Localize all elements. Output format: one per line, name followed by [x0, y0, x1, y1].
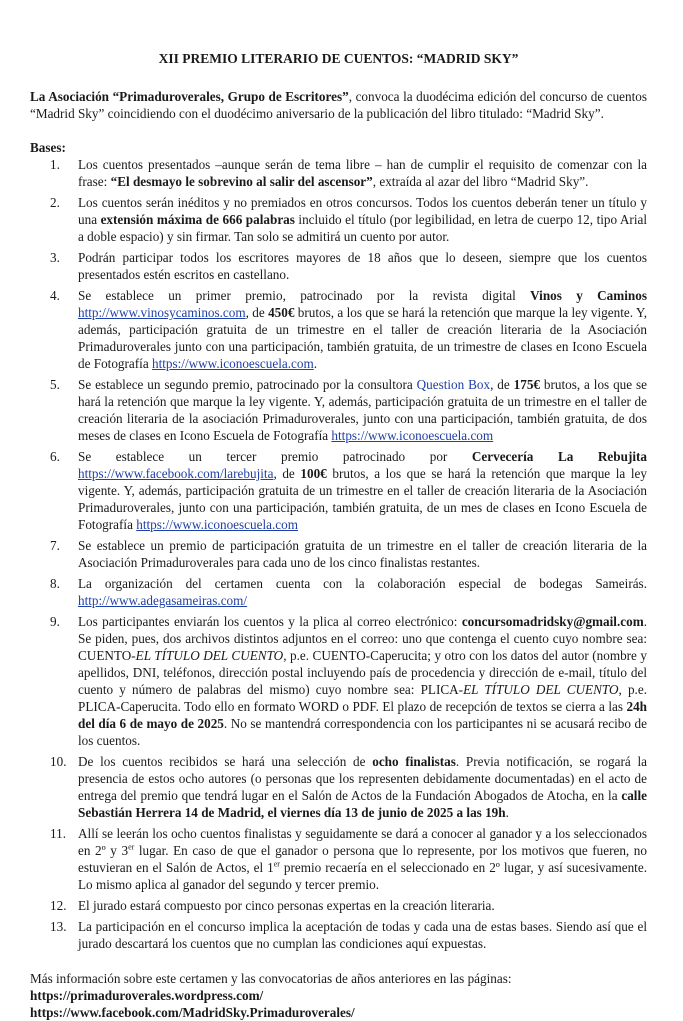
rule-text: . Se piden, pues, dos archivos distintos adjuntos en el correo: uno que contenga el cuento cuyo nombre sea: CUENTO-	[78, 614, 647, 663]
rule-text: , de	[490, 377, 514, 392]
rule-number: 9.	[50, 614, 60, 629]
organization-name: La Asociación “Primaduroverales, Grupo de Escritores”	[30, 89, 349, 104]
rule-item	[30, 448, 647, 533]
rule-item	[30, 194, 647, 245]
finalists-count: ocho finalistas	[372, 754, 456, 769]
contest-email[interactable]: concursomadridsky@gmail.com	[461, 614, 644, 629]
rule-text: Se establece un premio de participación gratuita de un trimestre en el taller de creación literaria de la Asociación Primaduroverales para cada uno de los cinco finalistas restantes.	[78, 538, 647, 570]
rule-text: Los participantes enviarán los cuentos y la plica al correo electrónico:	[78, 614, 462, 629]
rule-text: El jurado estará compuesto por cinco personas expertas en la creación literaria.	[78, 898, 495, 913]
sponsor-link[interactable]: https://www.facebook.com/larebujita	[78, 466, 274, 481]
rule-number: 5.	[50, 377, 60, 392]
rule-number: 13.	[50, 919, 67, 934]
rule-text: , de	[273, 466, 301, 481]
rule-text: , p.e. CUENTO-Caperucita; y otro con los datos del autor (nombre y apellidos, DNI, teléfonos, dirección postal incluyendo país de procedencia y dirección de e-mail, título del cuento y número de palabras del mismo) cuyo nombre sea: PLICA-	[78, 648, 648, 697]
rule-text: , de	[245, 305, 269, 320]
rule-number: 11.	[50, 826, 66, 841]
intro-text: , convoca la duodécima edición del concurso de cuentos “Madrid Sky” coincidiendo con el duodécimo aniversario de la publicación del libro titulado: “Madrid Sky”.	[30, 89, 648, 121]
sponsor-link[interactable]: http://www.vinosycaminos.com	[78, 305, 246, 320]
facebook-link[interactable]: https://www.facebook.com/MadridSky.Primaduroverales/	[30, 1005, 355, 1020]
rule-text: .	[505, 805, 509, 820]
rule-number: 7.	[50, 538, 60, 553]
rule-text: Los cuentos presentados –aunque serán de tema libre – han de cumplir el requisito de comenzar con la frase:	[78, 157, 647, 189]
ordinal-suffix: er	[273, 859, 280, 869]
ordinal-suffix: er	[128, 842, 135, 852]
school-link[interactable]: https://www.iconoescuela.com	[331, 428, 494, 443]
rule-text: . No se mantendrá correspondencia con los participantes ni se acusará recibo de los cuentos.	[78, 716, 647, 748]
school-link[interactable]: https://www.iconoescuela.com	[151, 356, 314, 371]
rule-text: . Previa notificación, se rogará la presencia de estos ocho autores (o personas que los representen debidamente documentadas) en el acto de entrega del premio que tendrá lugar en el Salón de Actos de la Fundación Abogados de Atocha, en la	[78, 754, 647, 803]
bases-heading: Bases:	[30, 140, 66, 155]
rule-text: Se establece un segundo premio, patrocinado por la consultora	[78, 377, 417, 392]
sponsor-name: Cervecería La Rebujita	[471, 449, 647, 464]
blog-link[interactable]: https://primaduroverales.wordpress.com/	[30, 988, 264, 1003]
sponsor-name: Question Box	[416, 377, 491, 392]
rule-item	[30, 287, 647, 372]
page-title: XII PREMIO LITERARIO DE CUENTOS: “MADRID SKY”	[158, 51, 519, 66]
rule-item	[30, 753, 647, 821]
max-length: extensión máxima de 666 palabras	[100, 212, 295, 227]
rule-number: 10.	[50, 754, 67, 769]
rule-text: lugar. En caso de que el ganador o persona que lo represente, por los motivos que fueren, no estuvieran en el Salón de Actos, el 1	[78, 843, 647, 875]
rule-number: 8.	[50, 576, 60, 591]
rule-number: 1.	[50, 157, 60, 172]
rule-text: Podrán participar todos los escritores mayores de 18 años que lo deseen, siempre que los cuentos presentados estén escritos en castellano.	[78, 250, 647, 282]
rule-text: Se establece un tercer premio patrocinado por	[78, 449, 472, 464]
rule-text: Se establece un primer premio, patrocinado por la revista digital	[78, 288, 531, 303]
required-phrase: “El desmayo le sobrevino al salir del ascensor”	[110, 174, 373, 189]
rule-text: brutos, a los que se hará la retención que marque la ley vigente. Y, además, participación gratuita de un trimestre en el taller de creación literaria de la Asociación Primaduroverales, junto con una participación, también gratuita, de un mes de clases en Icono Escuela de Fotografía	[78, 466, 647, 532]
rule-text: La organización del certamen cuenta con la colaboración especial de bodegas Sameirás.	[78, 576, 647, 591]
rule-item	[30, 613, 647, 749]
rule-number: 3.	[50, 250, 60, 265]
rule-text: De los cuentos recibidos se hará una selección de	[78, 754, 373, 769]
rule-text: .	[313, 356, 318, 371]
rule-text: Los cuentos serán inéditos y no premiados en otros concursos. Todos los cuentos deberán tener un título y una	[78, 195, 647, 227]
footer	[30, 970, 647, 1021]
rule-number: 12.	[50, 898, 67, 913]
school-link[interactable]: https://www.iconoescuela.com	[136, 517, 298, 532]
rule-item	[30, 918, 647, 952]
rule-item	[30, 537, 647, 571]
intro-paragraph	[30, 88, 647, 122]
rule-text: , p.e. PLICA-Caperucita. Todo ello en formato WORD o PDF. El plazo de recepción de textos se cierra a las	[78, 682, 648, 714]
ceremony-location: calle Sebastián Herrera 14 de Madrid, el viernes día 13 de junio de 2025 a las 19h	[78, 788, 647, 820]
rule-number: 4.	[50, 288, 60, 303]
rule-text: incluido el título (por legibilidad, en letra de cuerpo 12, tipo Arial a doble espacio) y sin firmar. Tan solo se admitirá un cuento por autor.	[78, 212, 647, 244]
rule-text: brutos, a los que se hará la retención que marque la ley vigente. Y, además, participación gratuita de un trimestre en el taller de creación literaria de la asociación Primaduroverales, junto con una participación, también gratuita, de dos meses de clases en Icono Escuela de Fotografía	[78, 377, 647, 443]
rules-list	[30, 156, 647, 952]
rule-number: 6.	[50, 449, 60, 464]
rule-text: La participación en el concurso implica la aceptación de todas y cada una de estas bases. Siendo así que el jurado descartará los cuentos que no cumplan las condiciones aquí expuestas.	[78, 919, 647, 951]
rule-text: Allí se leerán los ocho cuentos finalistas y seguidamente se dará a conocer al ganador y a los seleccionados en 2º y 3	[78, 826, 647, 858]
rule-item	[30, 825, 647, 893]
rule-item	[30, 897, 647, 914]
title-placeholder: EL TÍTULO DEL CUENTO	[135, 648, 284, 663]
rule-item	[30, 376, 647, 444]
footer-text: Más información sobre este certamen y las convocatorias de años anteriores en las páginas:	[30, 971, 512, 986]
deadline: 24h del día 6 de mayo de 2025	[78, 699, 647, 731]
rule-number: 2.	[50, 195, 60, 210]
rule-text: , extraída al azar del libro “Madrid Sky”.	[372, 174, 589, 189]
rule-text: brutos, a los que se hará la retención que marque la ley vigente. Y, además, participación gratuita de un trimestre en el taller de creación literaria de la Asociación Primaduroverales junto con una participación, también gratuita, de un trimestre de clases en Icono Escuela de Fotografía	[78, 305, 647, 371]
prize-amount: 175€	[513, 377, 540, 392]
winery-link[interactable]: http://www.adegasameiras.com/	[78, 593, 248, 608]
rule-item	[30, 575, 647, 609]
sponsor-name: Vinos y Caminos	[530, 288, 647, 303]
rule-item	[30, 249, 647, 283]
rule-item	[30, 156, 647, 190]
rule-text: premio recaería en el seleccionado en 2º lugar, y así sucesivamente. Lo mismo aplica al ganador del segundo y tercer premio.	[78, 860, 647, 892]
prize-amount: 100€	[300, 466, 327, 481]
prize-amount: 450€	[268, 305, 295, 320]
title-placeholder: EL TÍTULO DEL CUENTO	[463, 682, 619, 697]
